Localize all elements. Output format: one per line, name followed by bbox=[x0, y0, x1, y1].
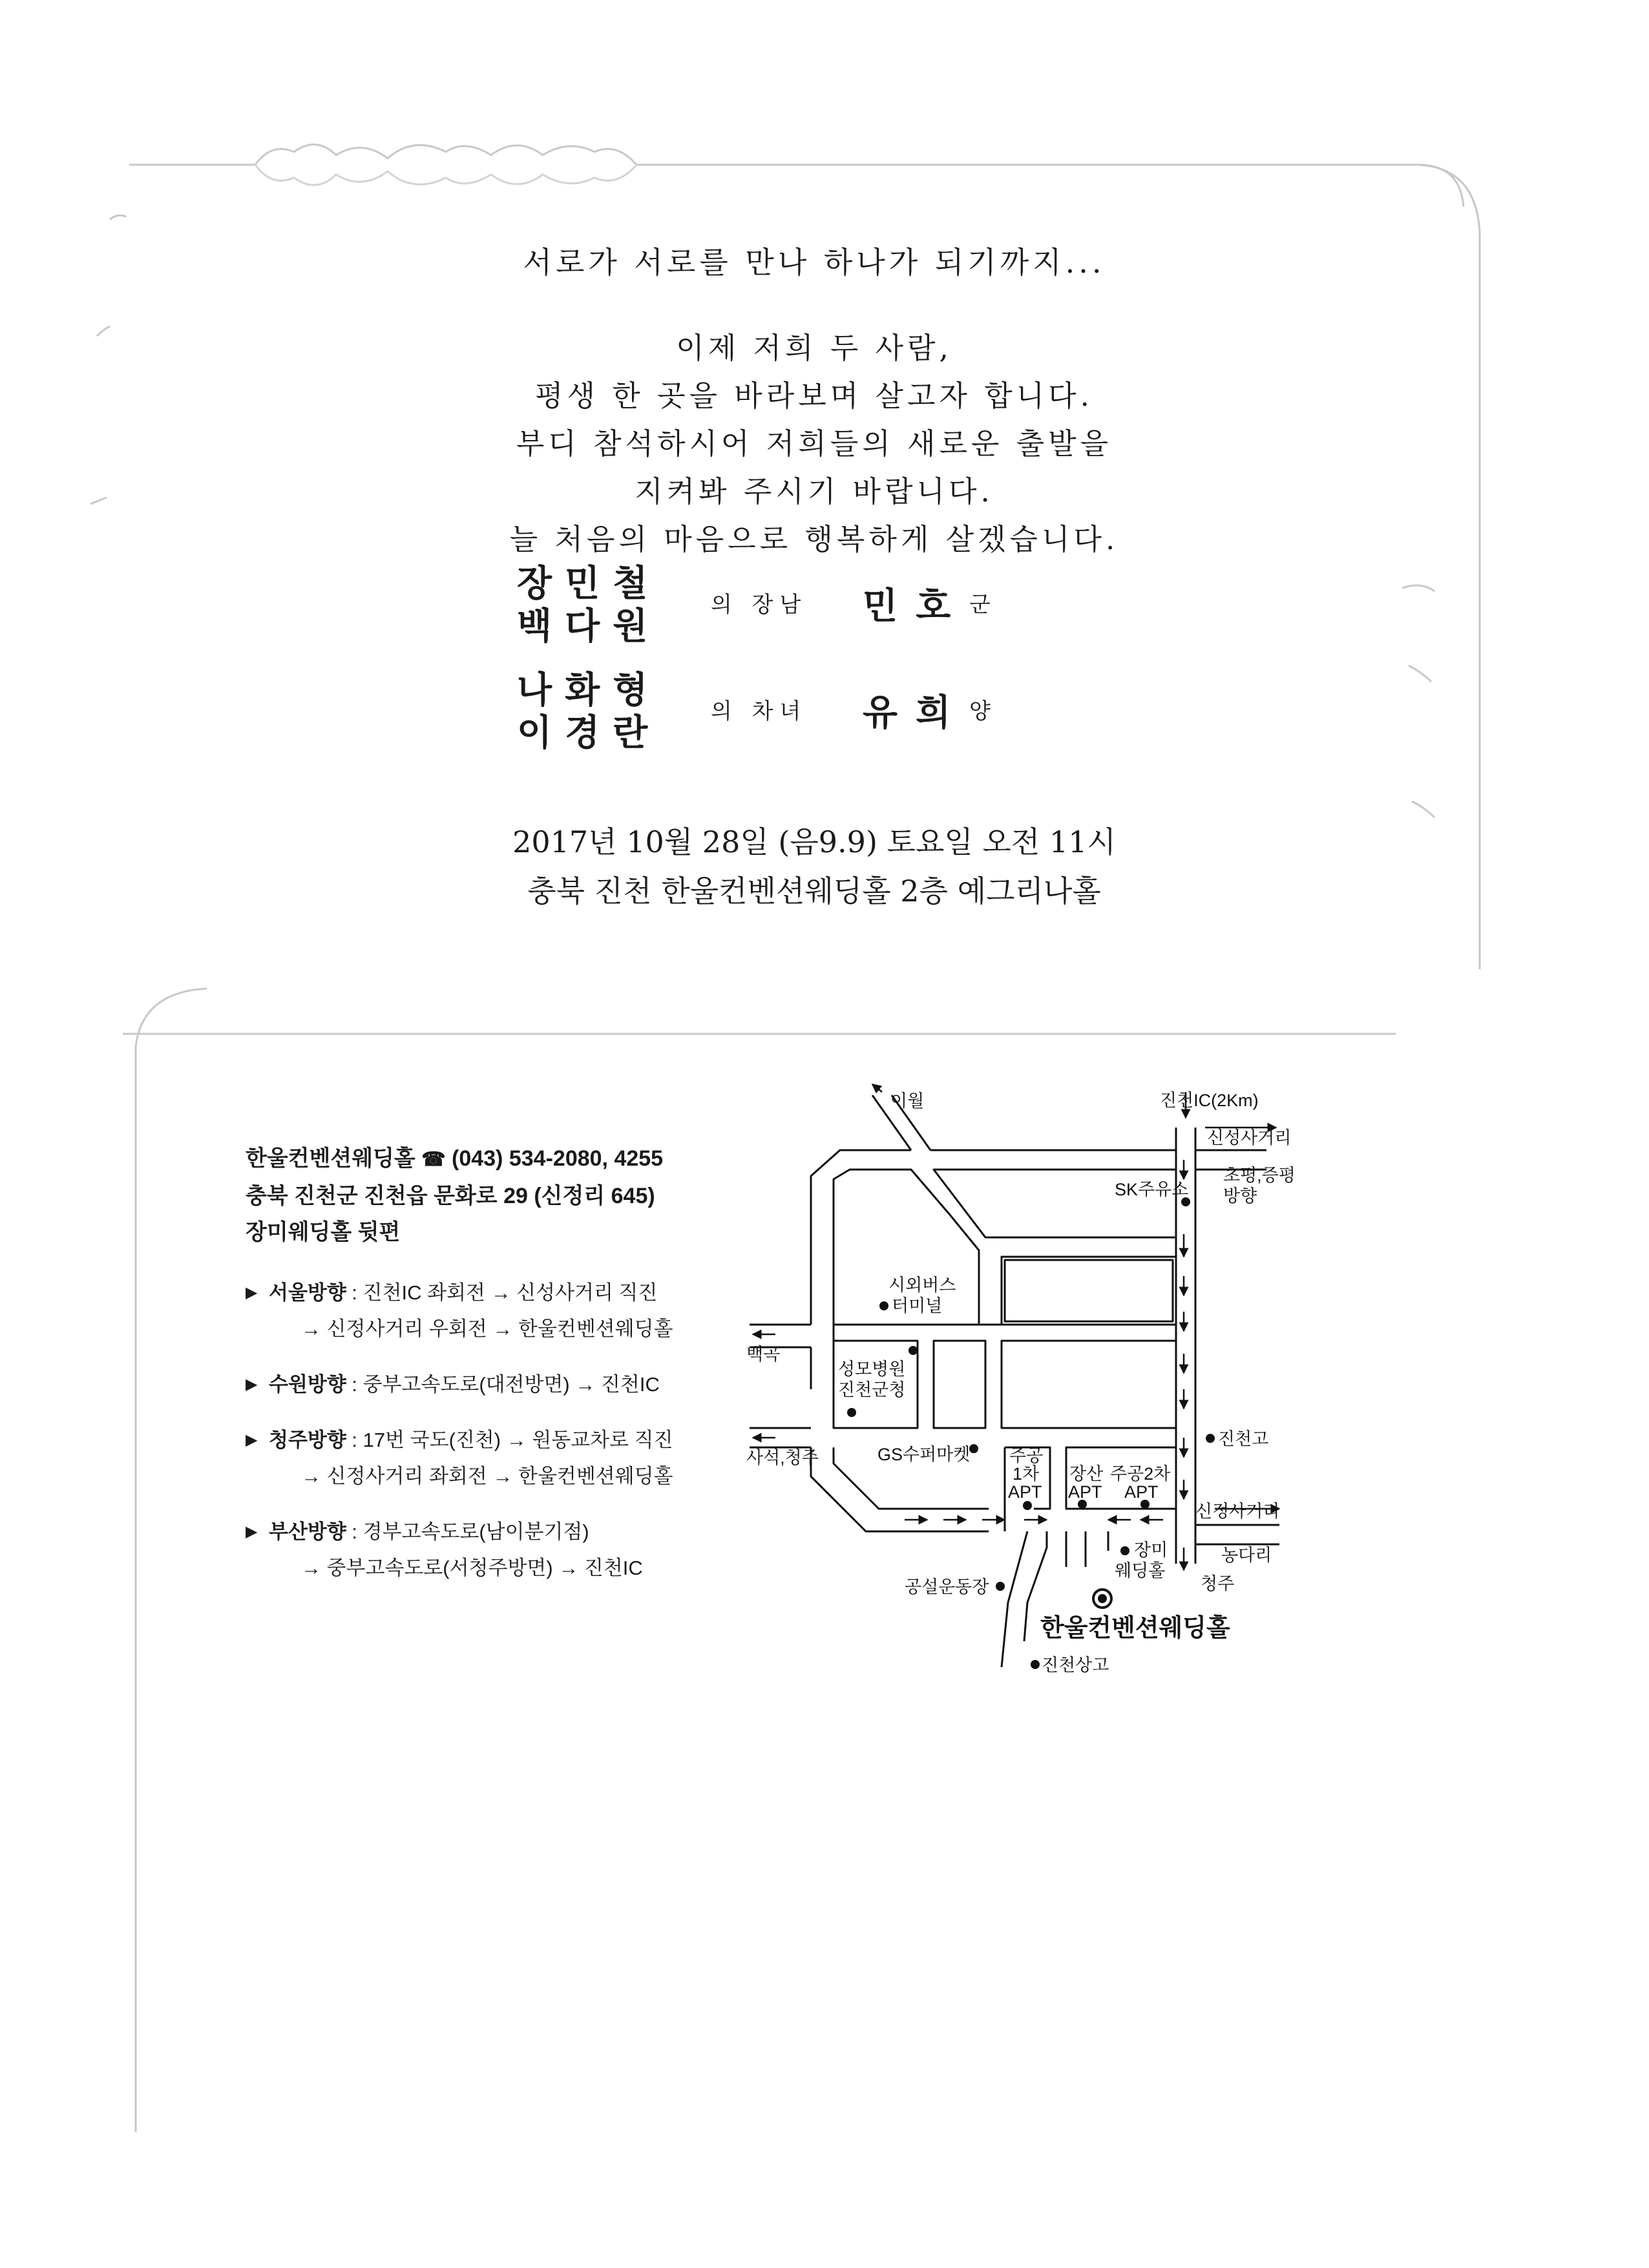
bride-relation: 의 차녀 bbox=[711, 698, 808, 724]
message-line: 이제 저희 두 사람, bbox=[676, 331, 952, 365]
direction-line: → 중부고속도로(서청주방면) → 진천IC bbox=[301, 1557, 643, 1579]
invitation bbox=[116, 239, 1512, 908]
message-line: 평생 한 곳을 바라보며 살고자 합니다. bbox=[535, 379, 1093, 413]
map-label-jugong2: 주공2차 bbox=[1110, 1464, 1171, 1484]
bride-parents bbox=[517, 669, 685, 754]
direction-cheongju bbox=[246, 1422, 750, 1495]
map-label-jugong1: 주공 bbox=[1009, 1446, 1044, 1465]
map-label-commercial-high: 진천상고 bbox=[1042, 1655, 1109, 1675]
triangle-bullet-icon: ▶ bbox=[246, 1431, 258, 1449]
map-label-jangmi-hall: 웨딩홀 bbox=[1115, 1561, 1166, 1580]
message-line: 지켜봐 주시기 바랍니다. bbox=[635, 474, 994, 509]
map-label-cheongju: 청주 bbox=[1201, 1574, 1235, 1593]
greeting: 서로가 서로를 만나 하나가 되기까지... bbox=[523, 245, 1106, 280]
bride-honorific: 양 bbox=[969, 698, 991, 724]
map-label-jincheon-high: 진천고 bbox=[1218, 1429, 1269, 1449]
map-label-jugong1-apt: APT bbox=[1008, 1482, 1042, 1502]
map-label-sinjeong: 신정사거리 bbox=[1195, 1502, 1280, 1521]
event-venue: 충북 진천 한울컨벤션웨딩홀 2층 예그리나홀 bbox=[527, 874, 1101, 908]
direction-busan bbox=[246, 1514, 750, 1586]
triangle-bullet-icon: ▶ bbox=[246, 1376, 258, 1393]
map-label-gs: GS수퍼마켓 bbox=[877, 1445, 971, 1464]
map-label-jugong2-apt: APT bbox=[1124, 1482, 1159, 1502]
direction-label: 청주방향 bbox=[269, 1429, 346, 1451]
triangle-bullet-icon: ▶ bbox=[246, 1523, 258, 1540]
message-line: 부디 참석하시어 저희들의 새로운 출발을 bbox=[516, 426, 1113, 461]
map-label-jangmi: 장미 bbox=[1134, 1540, 1168, 1560]
event-datetime: 2017년 10월 28일 (음9.9) 토요일 오전 11시 bbox=[512, 824, 1116, 859]
invitation-message bbox=[116, 324, 1512, 563]
bride-mother: 이경란 bbox=[517, 711, 661, 754]
map-label-bus: 시외버스 bbox=[888, 1276, 956, 1295]
groom-father: 장민철 bbox=[517, 562, 661, 605]
direction-separator: : bbox=[346, 1429, 363, 1451]
hall-contact bbox=[246, 1140, 750, 1178]
map-label-jincheon-ic: 진천IC(2Km) bbox=[1160, 1091, 1259, 1110]
hall-target-icon bbox=[1093, 1590, 1111, 1608]
hall-name: 한울컨벤션웨딩홀 bbox=[246, 1146, 415, 1171]
map-label-hospital: 성모병원 bbox=[838, 1360, 906, 1379]
map-label-jangsan: 장산 bbox=[1069, 1464, 1104, 1484]
map-label-sk: SK주유소 bbox=[1115, 1180, 1189, 1199]
direction-line: 중부고속도로(대전방면) → 진천IC bbox=[362, 1373, 660, 1396]
direction-seoul bbox=[246, 1275, 750, 1347]
direction-line: 진천IC 좌회전 → 신성사거리 직진 bbox=[362, 1281, 658, 1304]
groom-parents bbox=[517, 562, 685, 647]
map-label-hall: 한울컨벤션웨딩홀 bbox=[1040, 1615, 1230, 1642]
map-label-chopyeong: 초평,증평 bbox=[1223, 1166, 1296, 1185]
map-label-jangsan-apt: APT bbox=[1068, 1482, 1102, 1502]
direction-separator: : bbox=[346, 1520, 363, 1543]
hall-landmark: 장미웨딩홀 뒷편 bbox=[246, 1220, 401, 1244]
groom-mother: 백다원 bbox=[517, 605, 661, 647]
map-label-jugong1-phase: 1차 bbox=[1013, 1464, 1040, 1484]
direction-label: 서울방향 bbox=[269, 1281, 346, 1304]
direction-separator: : bbox=[346, 1281, 363, 1304]
direction-line: → 신정사거리 우회전 → 한울컨벤션웨딩홀 bbox=[301, 1318, 673, 1340]
map-label-sinseong: 신성사거리 bbox=[1207, 1128, 1292, 1148]
message-line: 늘 처음의 마음으로 행복하게 살겠습니다. bbox=[509, 522, 1119, 556]
map-label-iwol: 이월 bbox=[890, 1091, 925, 1111]
telephone-icon: ☎ bbox=[421, 1149, 446, 1170]
direction-suwon bbox=[246, 1367, 750, 1403]
location-map bbox=[737, 1073, 1396, 1686]
map-label-nongdari: 농다리 bbox=[1221, 1546, 1272, 1565]
map-label-stadium: 공설운동장 bbox=[905, 1577, 989, 1597]
triangle-bullet-icon: ▶ bbox=[246, 1284, 258, 1301]
hall-address: 충북 진천군 진천읍 문화로 29 (신정리 645) bbox=[246, 1184, 655, 1208]
direction-separator: : bbox=[346, 1373, 363, 1396]
groom-honorific: 군 bbox=[969, 592, 991, 618]
direction-label: 부산방향 bbox=[269, 1520, 346, 1543]
direction-line: → 신정사거리 좌회전 → 한울컨벤션웨딩홀 bbox=[301, 1465, 673, 1487]
groom-relation: 의 장남 bbox=[711, 592, 808, 618]
direction-line: 경부고속도로(남이분기점) bbox=[362, 1520, 589, 1543]
map-label-county-office: 진천군청 bbox=[838, 1380, 906, 1400]
hall-phone: (043) 534-2080, 4255 bbox=[452, 1146, 664, 1171]
bride-name: 유희 bbox=[863, 691, 969, 734]
map-label-baekgok: 백곡 bbox=[746, 1345, 781, 1364]
direction-label: 수원방향 bbox=[269, 1373, 346, 1396]
map-label-terminal: 터미널 bbox=[892, 1296, 943, 1316]
directions-list bbox=[246, 1275, 750, 1586]
map-label-chopyeong-dir: 방향 bbox=[1223, 1186, 1257, 1206]
direction-line: 17번 국도(진천) → 원동교차로 직진 bbox=[362, 1429, 673, 1451]
map-label-saseok: 사석,청주 bbox=[746, 1448, 819, 1467]
venue-info bbox=[246, 1140, 750, 1586]
map-markers bbox=[847, 1197, 1215, 1669]
bride-father: 나화형 bbox=[517, 669, 661, 711]
groom-name: 민호 bbox=[863, 585, 969, 627]
event-details bbox=[116, 817, 1512, 916]
